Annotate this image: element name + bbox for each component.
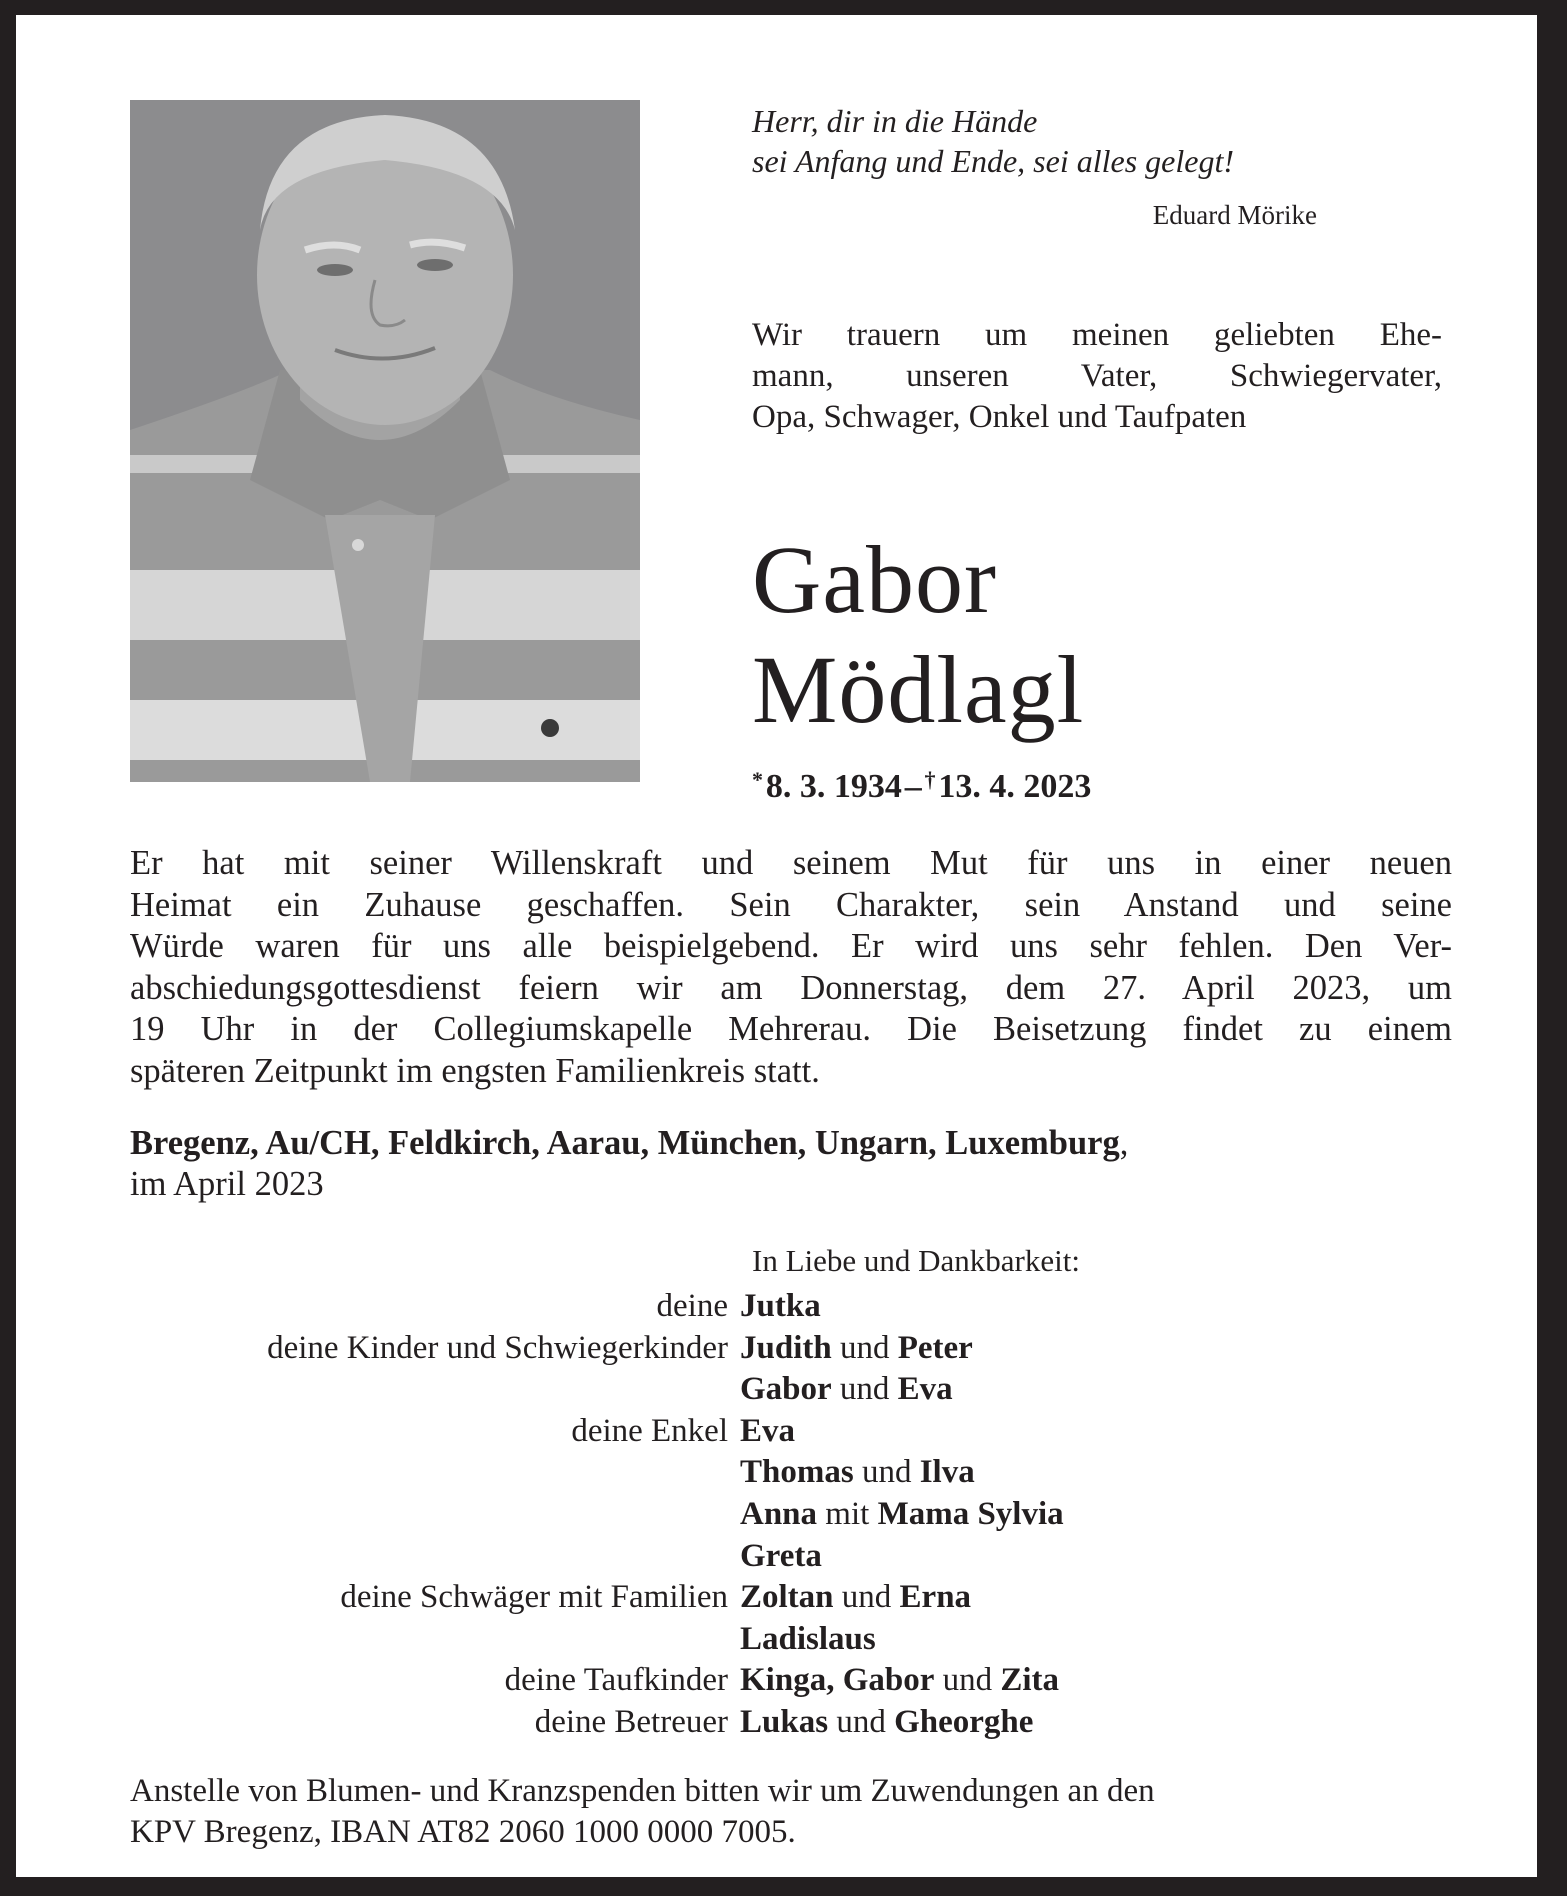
portrait-photo: [130, 100, 640, 782]
mourner-relation: deine Enkel: [571, 1412, 728, 1449]
donation-note: [130, 1771, 1452, 1853]
mourner-name: Ladislaus: [740, 1620, 876, 1657]
mourner-relation: deine Taufkinder: [504, 1662, 728, 1699]
mourners-list: [16, 1286, 1537, 1744]
body-line: Würde waren für uns alle beispielgebend. Er wird uns sehr fehlen. Den Ver-: [130, 927, 1452, 965]
mourner-relation: [16, 1536, 740, 1578]
mourner-row: [16, 1452, 1537, 1494]
deceased-name: [752, 525, 1084, 745]
mourner-names: [740, 1577, 1537, 1619]
intro-line: Wir trauern um meinen geliebten Ehe-: [752, 317, 1442, 353]
mourner-name: Erna: [899, 1579, 972, 1616]
mourner-relation: [16, 1494, 740, 1536]
mourner-names: [740, 1411, 1537, 1453]
mourner-name: Mama Sylvia: [877, 1495, 1064, 1532]
thanks-heading: In Liebe und Dankbarkeit:: [752, 1243, 1080, 1278]
mourner-connector: und: [831, 1329, 898, 1366]
mourner-name: Gheorghe: [894, 1703, 1034, 1740]
body-line: 19 Uhr in der Collegiumskapelle Mehrerau. Die Beisetzung findet zu einem: [130, 1010, 1452, 1048]
places-comma: ,: [1119, 1124, 1129, 1162]
death-date: 13. 4. 2023: [938, 768, 1092, 805]
mourner-name: Zoltan: [740, 1579, 834, 1616]
mourner-name: Kinga, Gabor: [740, 1662, 935, 1699]
mourner-row: [16, 1536, 1537, 1578]
birth-star-icon: *: [752, 767, 763, 792]
donation-line: Anstelle von Blumen- und Kranzspenden bitten wir um Zuwendungen an den: [130, 1773, 1155, 1809]
mourner-row: [16, 1660, 1537, 1702]
body-line: späteren Zeitpunkt im engsten Familienkreis statt.: [130, 1051, 820, 1090]
motto-line: Herr, dir in die Hände: [752, 103, 1038, 139]
mourner-name: Lukas: [740, 1703, 829, 1740]
mourner-relation: deine Kinder und Schwiegerkinder: [267, 1329, 728, 1366]
mourner-names: [740, 1369, 1537, 1411]
mourner-names: [740, 1494, 1537, 1536]
mourner-connector: und: [934, 1662, 1001, 1699]
mourner-name: Judith: [740, 1329, 832, 1366]
intro-line: Opa, Schwager, Onkel und Taufpaten: [752, 399, 1247, 435]
obituary-body: [130, 843, 1452, 1092]
mourner-name: Peter: [897, 1329, 973, 1366]
notice-date: im April 2023: [130, 1165, 324, 1203]
mourner-relation: [16, 1369, 740, 1411]
motto-line: sei Anfang und Ende, sei alles gelegt!: [752, 143, 1234, 179]
mourner-row: [16, 1577, 1537, 1619]
mourner-relation: [16, 1452, 740, 1494]
places-list: Bregenz, Au/CH, Feldkirch, Aarau, München, Ungarn, Luxemburg: [130, 1124, 1120, 1162]
mourner-row: [16, 1286, 1537, 1328]
mourner-name: Greta: [740, 1537, 822, 1574]
last-name: Mödlagl: [752, 636, 1085, 743]
portrait-photo-icon: [130, 100, 640, 782]
motto-author: Eduard Mörike: [1152, 200, 1317, 230]
motto-quote: [752, 101, 1352, 181]
mourner-relation: [16, 1619, 740, 1661]
places-and-date: [130, 1123, 1452, 1205]
mourner-names: [740, 1619, 1537, 1661]
mourner-row: [16, 1369, 1537, 1411]
mourner-row: [16, 1494, 1537, 1536]
mourner-names: [740, 1328, 1537, 1370]
mourner-row: [16, 1411, 1537, 1453]
first-name: Gabor: [752, 526, 997, 633]
mourner-relation: deine: [656, 1288, 728, 1324]
mourner-name: Gabor: [740, 1371, 832, 1408]
mourner-row: [16, 1619, 1537, 1661]
mourner-name: Eva: [897, 1371, 953, 1408]
intro-line: mann, unseren Vater, Schwiegervater,: [752, 358, 1442, 394]
intro-text: [752, 315, 1442, 438]
obituary-page: [16, 15, 1537, 1877]
date-separator: –: [904, 768, 922, 805]
mourner-relation: deine Betreuer: [534, 1703, 728, 1740]
body-line: abschiedungsgottesdienst feiern wir am Donnerstag, dem 27. April 2023, um: [130, 968, 1452, 1007]
mourner-name: Thomas: [740, 1454, 854, 1491]
mourner-row: [16, 1702, 1537, 1744]
mourner-name: Eva: [740, 1412, 796, 1449]
death-cross-icon: †: [924, 767, 936, 792]
mourner-relation: deine Schwäger mit Familien: [340, 1579, 728, 1616]
birth-date: 8. 3. 1934: [765, 768, 902, 805]
mourner-names: [740, 1452, 1537, 1494]
mourner-row: [16, 1328, 1537, 1370]
mourner-connector: mit: [817, 1495, 878, 1532]
mourner-connector: und: [831, 1371, 898, 1408]
mourner-name: Ilva: [919, 1454, 975, 1491]
mourner-names: [740, 1286, 1537, 1328]
mourner-names: [740, 1660, 1537, 1702]
mourner-connector: und: [833, 1579, 900, 1616]
donation-line: KPV Bregenz, IBAN AT82 2060 1000 0000 7005.: [130, 1814, 796, 1850]
life-dates: [752, 760, 1091, 807]
mourner-name: Anna: [740, 1495, 818, 1532]
mourner-name: Zita: [1000, 1662, 1060, 1699]
mourner-connector: und: [853, 1454, 920, 1491]
mourner-names: [740, 1536, 1537, 1578]
mourner-connector: und: [828, 1703, 895, 1740]
mourner-name: Jutka: [740, 1288, 821, 1324]
mourner-names: [740, 1702, 1537, 1744]
body-line: Heimat ein Zuhause geschaffen. Sein Charakter, sein Anstand und seine: [130, 885, 1452, 924]
body-line: Er hat mit seiner Willenskraft und seinem Mut für uns in einer neuen: [130, 844, 1452, 882]
